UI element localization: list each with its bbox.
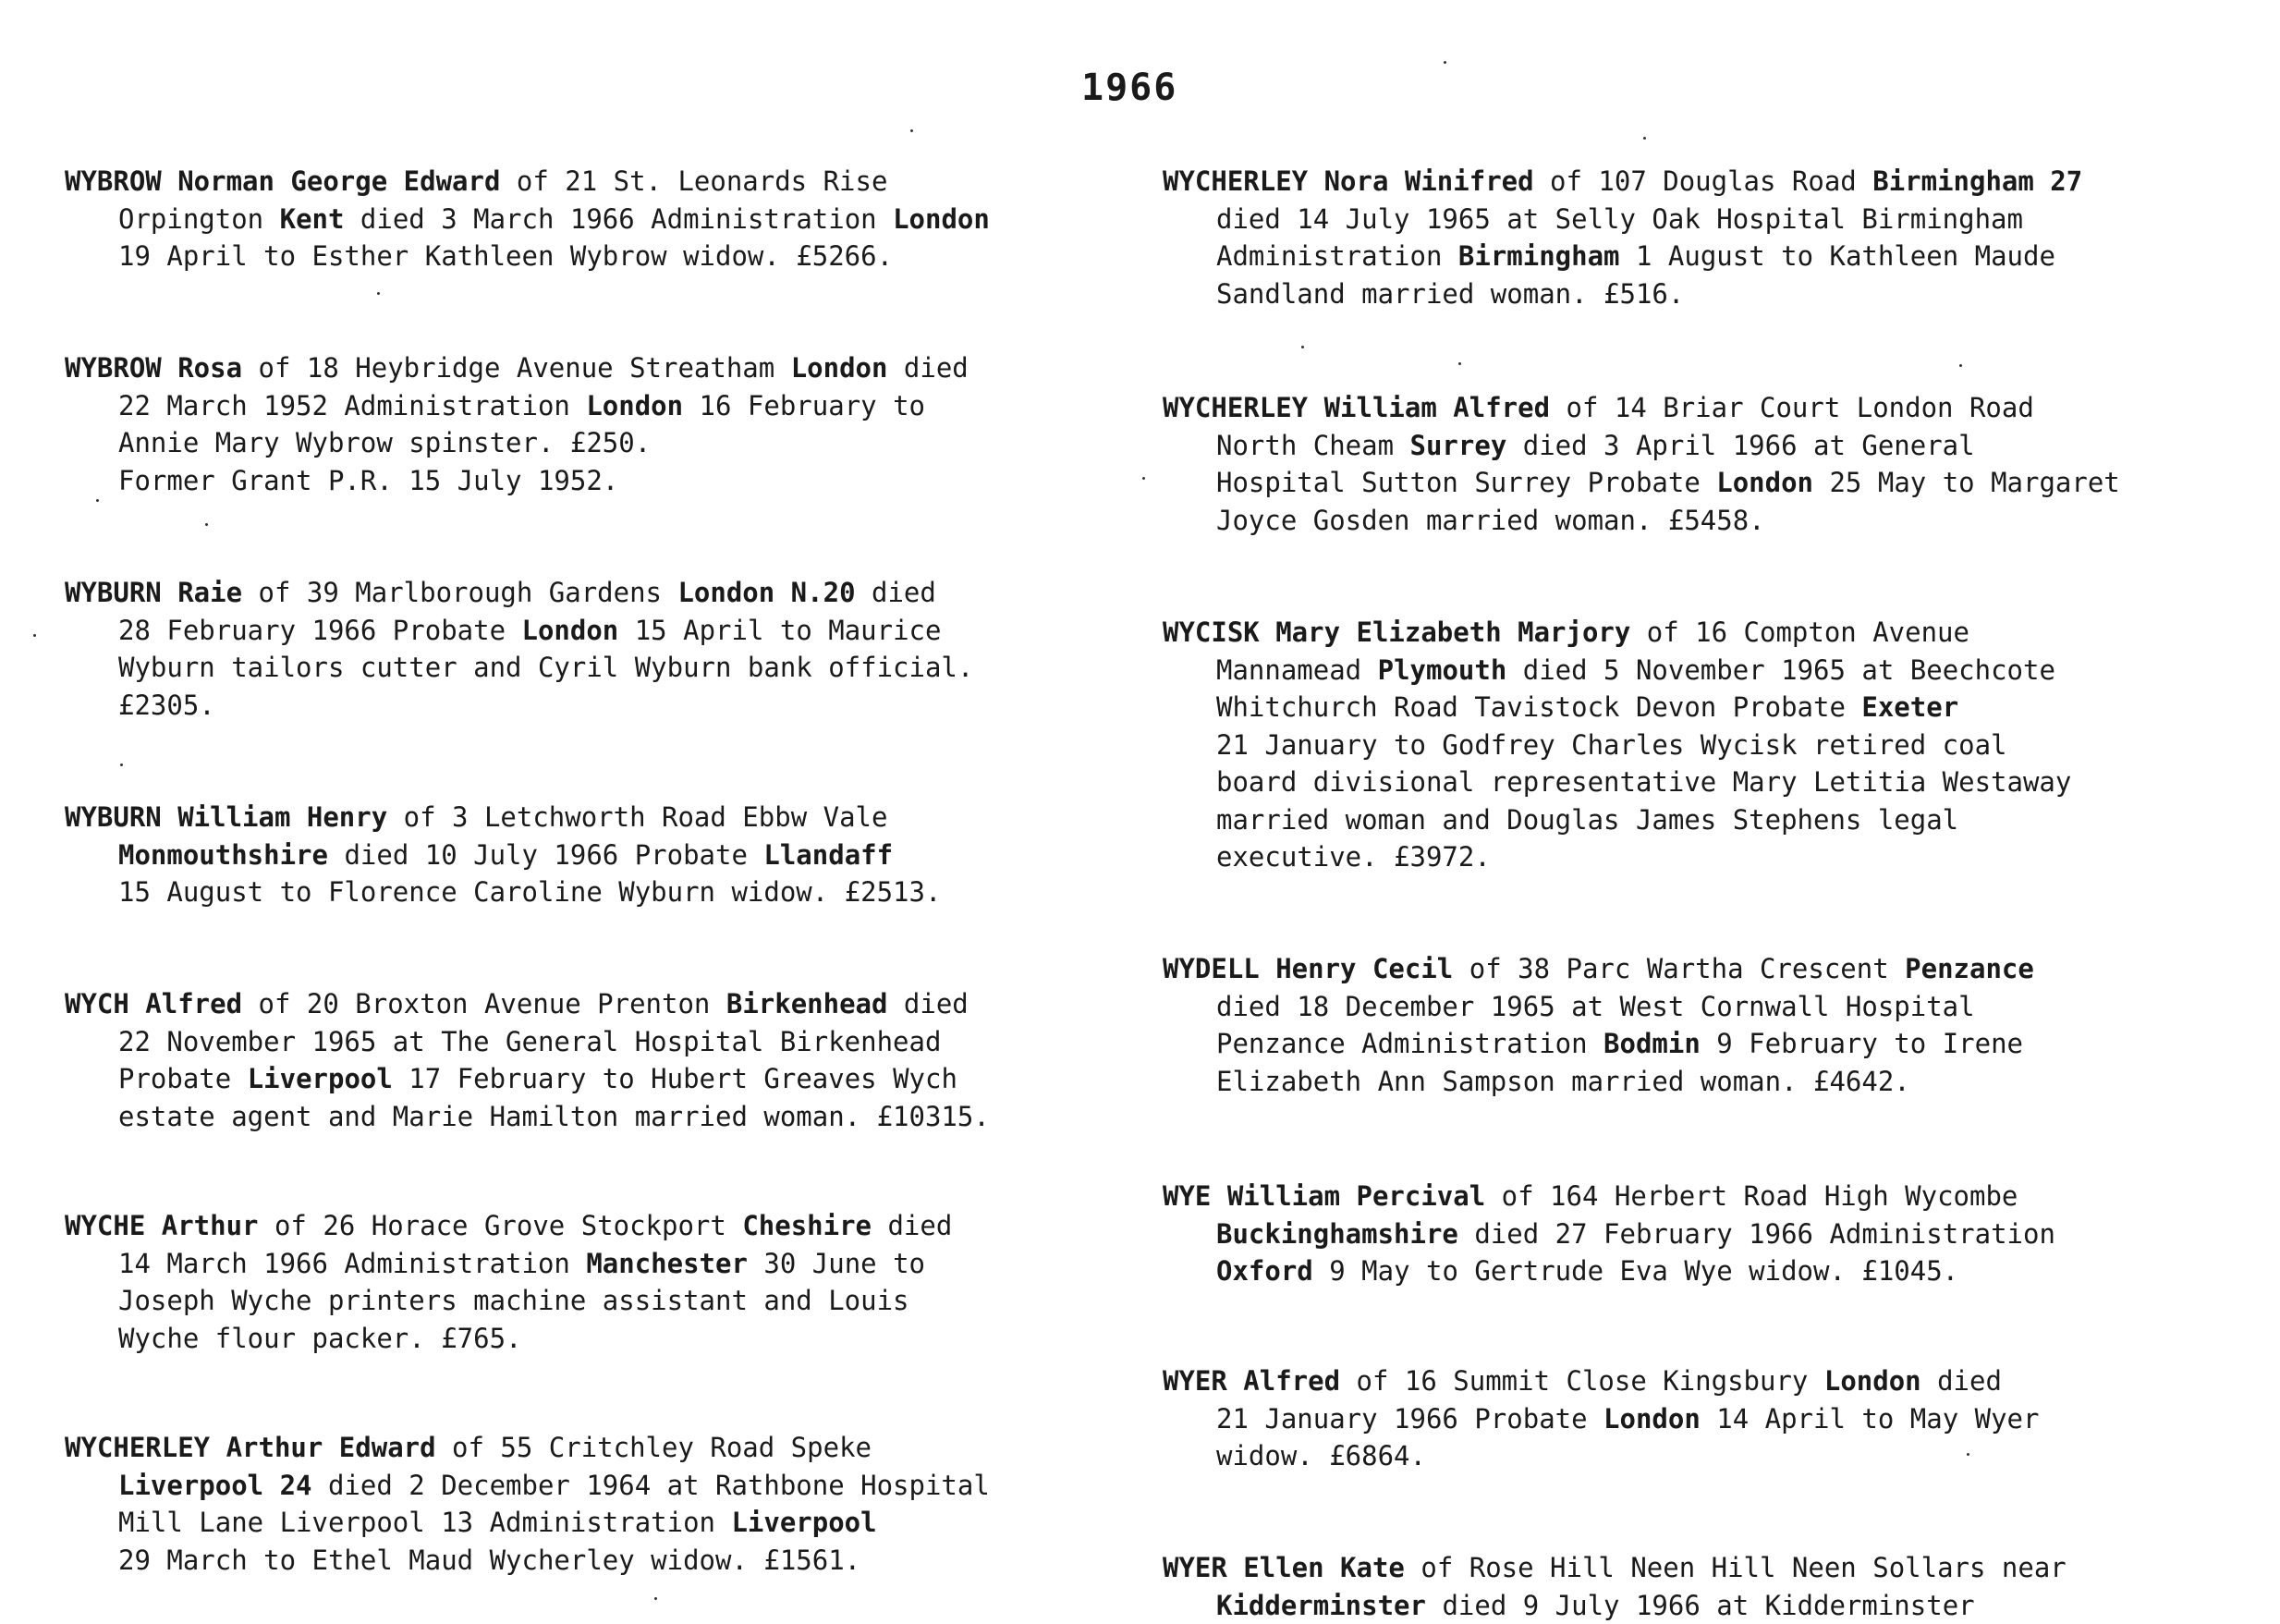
entry-continuation-line	[1163, 727, 2272, 764]
body-text: of 26 Horace Grove Stockport	[259, 1210, 743, 1241]
entry-continuation-line	[65, 1542, 1174, 1580]
body-text: Administration	[1216, 240, 1458, 272]
body-text: died 2 December 1964 at Rathbone Hospital	[312, 1470, 990, 1501]
body-text: died	[1921, 1365, 2002, 1397]
entry-continuation-line	[1163, 652, 2272, 690]
bold-text: Penzance	[1905, 953, 2034, 984]
entry-continuation-line	[1163, 689, 2272, 727]
body-text: died 5 November 1965 at Beechcote	[1506, 654, 2055, 686]
bold-text: Kidderminster	[1216, 1590, 1426, 1621]
scan-speck	[1301, 346, 1304, 348]
body-text: died 3 April 1966 at General	[1506, 430, 1974, 461]
probate-entry	[1163, 1178, 2272, 1290]
bold-text: London	[1824, 1365, 1921, 1397]
body-text: of 39 Marlborough Gardens	[242, 577, 677, 608]
probate-entry	[65, 574, 1174, 724]
entry-continuation-line	[65, 238, 1174, 275]
body-text: of 21 St. Leonards Rise	[500, 165, 887, 197]
entry-continuation-line	[1163, 1215, 2272, 1253]
bold-text: Bodmin	[1603, 1028, 1701, 1059]
entry-first-line	[1163, 389, 2272, 427]
bold-text: WYBROW Norman George Edward	[65, 165, 500, 197]
bold-text: Surrey	[1410, 430, 1507, 461]
bold-text: WYCHERLEY Nora Winifred	[1163, 165, 1534, 197]
body-text: 21 January 1966 Probate	[1216, 1403, 1603, 1435]
entry-continuation-line	[65, 1320, 1174, 1358]
entry-continuation-line	[65, 612, 1174, 650]
entry-continuation-line	[1163, 427, 2272, 465]
scan-speck	[1458, 362, 1461, 365]
body-text: 9 February to Irene	[1701, 1028, 2023, 1059]
bold-text: Oxford	[1216, 1255, 1313, 1287]
body-text: of 16 Compton Avenue	[1630, 617, 1969, 648]
probate-entry	[1163, 163, 2272, 312]
probate-entry	[65, 163, 1174, 275]
body-text: North Cheam	[1216, 430, 1410, 461]
body-text: died 27 February 1966 Administration	[1458, 1218, 2055, 1250]
entry-first-line	[1163, 163, 2272, 201]
bold-text: WYE William Percival	[1163, 1180, 1485, 1212]
entry-continuation-line	[1163, 464, 2272, 502]
entry-continuation-line	[1163, 502, 2272, 540]
entry-continuation-line	[65, 201, 1174, 238]
bold-text: WYCH Alfred	[65, 988, 242, 1020]
bold-text: Birmingham	[1458, 240, 1620, 272]
bold-text: WYBURN William Henry	[65, 801, 387, 833]
body-text: Former Grant P.R. 15 July 1952.	[118, 465, 618, 496]
bold-text: Cheshire	[742, 1210, 872, 1241]
body-text: died	[872, 1210, 952, 1241]
entry-continuation-line	[65, 1504, 1174, 1542]
bold-text: WYCHERLEY Arthur Edward	[65, 1432, 436, 1463]
body-text: board divisional representative Mary Letitia Westaway	[1216, 766, 2071, 798]
entry-first-line	[65, 1429, 1174, 1467]
body-text: of 20 Broxton Avenue Prenton	[242, 988, 726, 1020]
entry-continuation-line	[1163, 1437, 2272, 1475]
body-text: of 107 Douglas Road	[1534, 165, 1873, 197]
probate-entry	[1163, 1362, 2272, 1475]
entry-continuation-line	[65, 836, 1174, 874]
scan-speck	[1444, 61, 1446, 64]
bold-text: London	[893, 203, 990, 235]
bold-text: WYBROW Rosa	[65, 352, 242, 384]
probate-entry	[1163, 389, 2272, 539]
body-text: of 38 Parc Wartha Crescent	[1453, 953, 1905, 984]
scan-speck	[654, 1597, 657, 1600]
entry-continuation-line	[65, 873, 1174, 911]
entry-continuation-line	[65, 1467, 1174, 1505]
bold-text: WYER Alfred	[1163, 1365, 1340, 1397]
bold-text: Birmingham 27	[1872, 165, 2082, 197]
body-text: Whitchurch Road Tavistock Devon Probate	[1216, 691, 1861, 723]
probate-entry	[1163, 614, 2272, 876]
bold-text: Exeter	[1861, 691, 1958, 723]
entry-continuation-line	[1163, 801, 2272, 839]
body-text: Elizabeth Ann Sampson married woman. £4642.	[1216, 1066, 1910, 1097]
scan-speck	[205, 523, 208, 526]
entry-continuation-line	[1163, 275, 2272, 313]
entry-continuation-line	[1163, 1400, 2272, 1438]
bold-text: Liverpool 24	[118, 1470, 312, 1501]
body-text: Wyche flour packer. £765.	[118, 1323, 522, 1354]
body-text: died	[887, 988, 968, 1020]
entry-continuation-line	[1163, 1025, 2272, 1063]
bold-text: London	[1603, 1403, 1701, 1435]
probate-entry	[65, 1429, 1174, 1579]
body-text: of 14 Briar Court London Road	[1550, 392, 2034, 423]
bold-text: Llandaff	[763, 839, 893, 871]
scan-speck	[1959, 364, 1962, 367]
bold-text: London	[791, 352, 888, 384]
entry-first-line	[65, 574, 1174, 612]
entry-continuation-line	[65, 387, 1174, 425]
body-text: of 3 Letchworth Road Ebbw Vale	[387, 801, 887, 833]
body-text: 22 November 1965 at The General Hospital Birkenhead	[118, 1026, 941, 1057]
entry-continuation-line	[65, 1098, 1174, 1136]
entry-continuation-line	[65, 1245, 1174, 1283]
probate-entry	[1163, 1549, 2272, 1624]
body-text: widow. £6864.	[1216, 1440, 1426, 1471]
body-text: 14 March 1966 Administration	[118, 1248, 586, 1279]
body-text: 15 August to Florence Caroline Wyburn widow. £2513.	[118, 876, 941, 908]
body-text: Annie Mary Wybrow spinster. £250.	[118, 427, 651, 458]
entry-first-line	[65, 349, 1174, 387]
body-text: died 18 December 1965 at West Cornwall Hospital	[1216, 991, 1975, 1022]
entry-first-line	[1163, 1362, 2272, 1400]
body-text: 30 June to	[748, 1248, 925, 1279]
scan-speck	[120, 763, 123, 766]
entry-continuation-line	[65, 1023, 1174, 1061]
bold-text: WYCHE Arthur	[65, 1210, 259, 1241]
bold-text: London N.20	[677, 577, 855, 608]
scan-speck	[1643, 137, 1646, 140]
entry-first-line	[1163, 614, 2272, 652]
scan-speck	[1142, 477, 1145, 480]
bold-text: Birkenhead	[726, 988, 888, 1020]
probate-entry	[1163, 950, 2272, 1100]
body-text: of 164 Herbert Road High Wycombe	[1485, 1180, 2018, 1212]
entry-continuation-line	[1163, 1587, 2272, 1624]
bold-text: Kent	[280, 203, 345, 235]
body-text: Sandland married woman. £516.	[1216, 278, 1684, 310]
body-text: 16 February to	[683, 390, 925, 421]
body-text: of 18 Heybridge Avenue Streatham	[242, 352, 791, 384]
page-year-heading: 1966	[1081, 67, 1177, 109]
bold-text: Manchester	[586, 1248, 748, 1279]
probate-entry	[65, 985, 1174, 1135]
entry-continuation-line	[65, 649, 1174, 687]
entry-continuation-line	[1163, 201, 2272, 238]
bold-text: London	[1716, 467, 1813, 498]
body-text: Mannamead	[1216, 654, 1378, 686]
body-text: 1 August to Kathleen Maude	[1620, 240, 2055, 272]
entry-first-line	[65, 163, 1174, 201]
body-text: 9 May to Gertrude Eva Wye widow. £1045.	[1313, 1255, 1958, 1287]
body-text: 25 May to Margaret	[1813, 467, 2120, 498]
probate-entry	[65, 349, 1174, 499]
probate-entry	[65, 799, 1174, 911]
bold-text: Liverpool	[731, 1507, 876, 1538]
body-text: Penzance Administration	[1216, 1028, 1603, 1059]
entry-first-line	[1163, 1178, 2272, 1215]
body-text: 15 April to Maurice	[618, 615, 941, 646]
body-text: 21 January to Godfrey Charles Wycisk retired coal	[1216, 729, 2007, 761]
probate-entry	[65, 1207, 1174, 1357]
bold-text: Buckinghamshire	[1216, 1218, 1458, 1250]
body-text: 19 April to Esther Kathleen Wybrow widow. £5266.	[118, 240, 893, 272]
body-text: Joyce Gosden married woman. £5458.	[1216, 505, 1765, 536]
body-text: died 10 July 1966 Probate	[328, 839, 763, 871]
body-text: of 55 Critchley Road Speke	[436, 1432, 872, 1463]
bold-text: WYCHERLEY William Alfred	[1163, 392, 1550, 423]
body-text: of Rose Hill Neen Hill Neen Sollars near	[1405, 1552, 2067, 1583]
body-text: died 9 July 1966 at Kidderminster	[1426, 1590, 1975, 1621]
bold-text: London	[586, 390, 683, 421]
body-text: died 14 July 1965 at Selly Oak Hospital Birmingham	[1216, 203, 2023, 235]
body-text: Wyburn tailors cutter and Cyril Wyburn bank official.	[118, 652, 973, 683]
entry-continuation-line	[1163, 763, 2272, 801]
body-text: 29 March to Ethel Maud Wycherley widow. £1561.	[118, 1545, 860, 1576]
entry-continuation-line	[65, 1282, 1174, 1320]
bold-text: WYER Ellen Kate	[1163, 1552, 1405, 1583]
entry-continuation-line	[65, 424, 1174, 462]
body-text: Hospital Sutton Surrey Probate	[1216, 467, 1716, 498]
entry-continuation-line	[1163, 1252, 2272, 1290]
body-text: 28 February 1966 Probate	[118, 615, 522, 646]
entry-continuation-line	[1163, 1063, 2272, 1101]
bold-text: WYDELL Henry Cecil	[1163, 953, 1453, 984]
entry-first-line	[65, 985, 1174, 1023]
scan-speck	[377, 292, 380, 295]
entry-first-line	[1163, 950, 2272, 988]
scan-speck	[33, 634, 36, 637]
bold-text: Plymouth	[1378, 654, 1507, 686]
entry-continuation-line	[65, 687, 1174, 725]
bold-text: WYCISK Mary Elizabeth Marjory	[1163, 617, 1630, 648]
body-text: estate agent and Marie Hamilton married woman. £10315.	[118, 1101, 990, 1132]
body-text: 22 March 1952 Administration	[118, 390, 586, 421]
body-text: 17 February to Hubert Greaves Wych	[393, 1063, 957, 1094]
entry-first-line	[65, 799, 1174, 836]
body-text: married woman and Douglas James Stephens legal	[1216, 804, 1958, 836]
entry-continuation-line	[65, 1060, 1174, 1098]
bold-text: Liverpool	[248, 1063, 393, 1094]
entry-continuation-line	[65, 462, 1174, 500]
scan-speck	[1967, 1453, 1969, 1456]
body-text: Probate	[118, 1063, 248, 1094]
scan-speck	[910, 129, 913, 132]
body-text: executive. £3972.	[1216, 841, 1491, 873]
scan-speck	[96, 499, 99, 502]
entry-first-line	[65, 1207, 1174, 1245]
body-text: Joseph Wyche printers machine assistant and Louis	[118, 1285, 909, 1316]
body-text: £2305.	[118, 690, 215, 721]
body-text: Orpington	[118, 203, 280, 235]
body-text: died	[887, 352, 968, 384]
body-text: died 3 March 1966 Administration	[344, 203, 893, 235]
entry-continuation-line	[1163, 238, 2272, 275]
bold-text: WYBURN Raie	[65, 577, 242, 608]
entry-first-line	[1163, 1549, 2272, 1587]
body-text: of 16 Summit Close Kingsbury	[1340, 1365, 1824, 1397]
bold-text: London	[522, 615, 619, 646]
bold-text: Monmouthshire	[118, 839, 328, 871]
body-text: died	[856, 577, 936, 608]
entry-continuation-line	[1163, 988, 2272, 1026]
entry-continuation-line	[1163, 838, 2272, 876]
body-text: Mill Lane Liverpool 13 Administration	[118, 1507, 731, 1538]
body-text: 14 April to May Wyer	[1701, 1403, 2040, 1435]
